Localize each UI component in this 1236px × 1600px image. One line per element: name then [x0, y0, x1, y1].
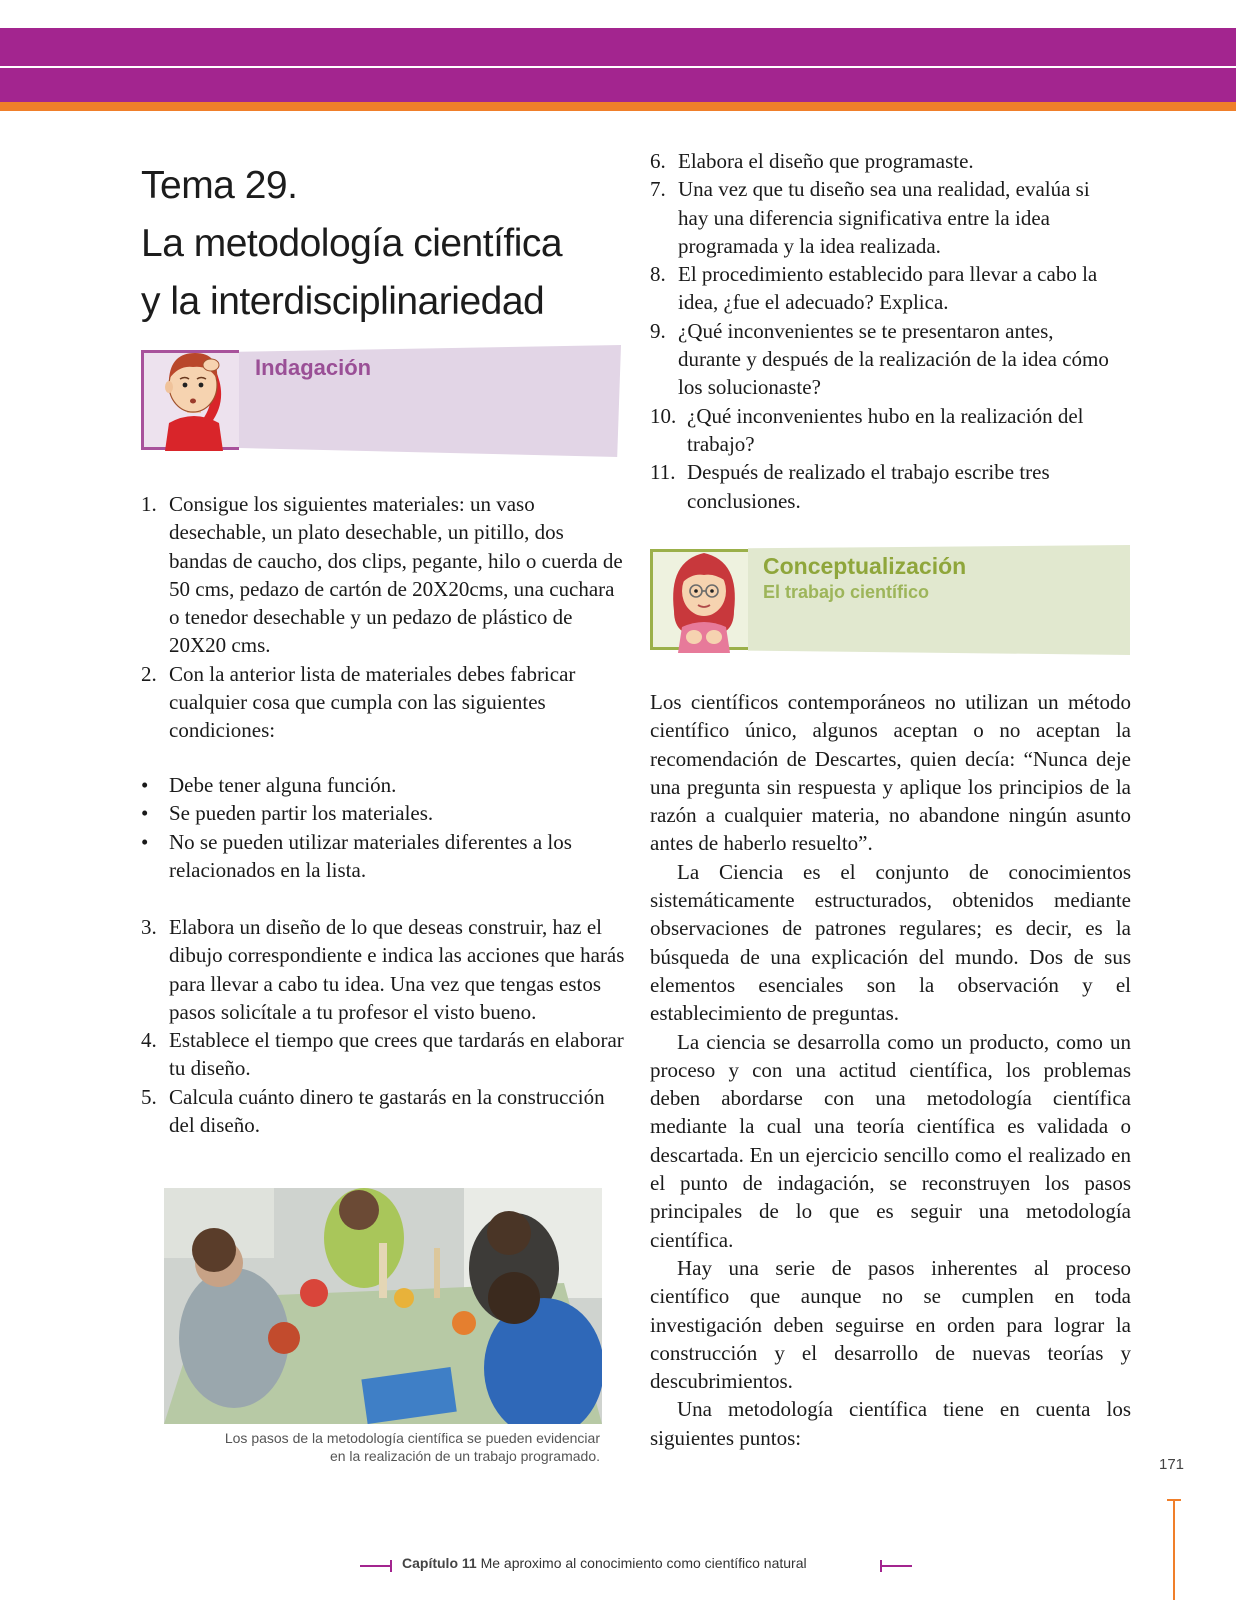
list-number: 7.: [650, 177, 666, 202]
list-text: Una vez que tu diseño sea una realidad, evalúa si hay una diferencia significativa entre la idea programada y la idea realizada.: [678, 177, 1090, 258]
list-text: Debe tener alguna función.: [169, 773, 397, 797]
conceptualizacion-box: [650, 545, 1130, 655]
page-marker-line: [1173, 1500, 1175, 1600]
conditions-bullets: [141, 771, 625, 884]
footer-chapter: Capítulo 11: [402, 1555, 477, 1571]
students-photo: [164, 1188, 602, 1424]
activity-list-part1: [141, 490, 625, 745]
indagacion-label: Indagación: [255, 355, 372, 380]
footer-tick-left: [390, 1560, 392, 1572]
list-text: Calcula cuánto dinero te gastarás en la construcción del diseño.: [169, 1084, 605, 1138]
list-number: 3.: [141, 915, 157, 939]
conceptualizacion-subtitle: El trabajo científico: [763, 582, 930, 602]
bullet-icon: •: [141, 829, 149, 854]
title-line: La metodología científica: [141, 222, 563, 265]
list-number: 4.: [141, 1028, 157, 1053]
list-item: [141, 771, 625, 799]
list-item: [141, 913, 625, 1026]
thinking-boy-illustration: [149, 339, 239, 451]
header-band-orange: [0, 102, 1236, 111]
bullet-icon: •: [141, 773, 149, 797]
footer-rule-right: [882, 1565, 912, 1567]
list-number: 9.: [650, 318, 666, 343]
list-text: Con la anterior lista de materiales debes fabricar cualquier cosa que cumpla con las siguientes condiciones:: [169, 661, 576, 743]
paragraph: Los científicos contemporáneos no utilizan un método científico único, algunos aceptan o no aceptan la recomendación de Descartes, quien decía: “Nunca deje una pregunta sin respuesta y aplique los principios de la razón a cualquier materia, no abandone ningún asunto antes de haberlo resuelto”.: [650, 690, 1131, 856]
list-text: ¿Qué inconvenientes hubo en la realización del trabajo?: [687, 403, 1084, 456]
page-number: 171: [1159, 1456, 1185, 1473]
list-text: Se pueden partir los materiales.: [169, 801, 434, 826]
list-item: [141, 799, 625, 827]
conceptualizacion-label: Conceptualización: [763, 553, 967, 579]
list-text: Consigue los siguientes materiales: un vaso desechable, un plato desechable, un pitillo, dos bandas de caucho, dos clips, pegante, hilo o cuerda de 50 cms, pedazo de cartón de 20X20cms, una cuchara o tenedor desechable y un pedazo de plástico de 20X20 cms.: [169, 492, 623, 658]
footer-rule-left: [360, 1565, 390, 1567]
girl-with-glasses-illustration: [660, 541, 748, 653]
header-band-middle: [0, 68, 1236, 102]
list-text: Elabora un diseño de lo que deseas construir, haz el dibujo correspondiente e indica las acciones que harás para llevar a cabo tu idea. Una vez que tengas estos pasos solicítale a tu profesor el visto bueno.: [169, 915, 625, 1024]
header-band-top: [0, 28, 1236, 66]
list-item: [650, 147, 1120, 175]
title-line: Tema 29.: [141, 164, 298, 207]
students-working-photo: [164, 1188, 602, 1424]
list-number: 2.: [141, 661, 157, 686]
paragraph: La ciencia se desarrolla como un producto, como un proceso y con una actitud científica, los problemas deben abordarse con una metodología científica mediante la cual una teoría científica es validada o descartada. En un ejercicio sencillo como el realizado en el punto de indagación, se reconstruyen los pasos principales de lo que es seguir una metodología científica.: [650, 1029, 1131, 1252]
paragraph: La Ciencia es el conjunto de conocimientos sistemáticamente estructurados, obtenidos mediante observaciones de patrones regulares; es decir, es la búsqueda de una explicación del mundo. Dos de sus elementos esenciales son la observación y el establecimiento de preguntas.: [650, 859, 1131, 1026]
paragraph: Una metodología científica tiene en cuenta los siguientes puntos:: [650, 1397, 1131, 1450]
list-text: Elabora el diseño que programaste.: [678, 149, 974, 173]
list-item: [650, 402, 1120, 459]
activity-list-part2: [141, 913, 625, 1139]
page-title: [141, 157, 621, 331]
list-item: [650, 317, 1120, 402]
list-item: [141, 660, 625, 745]
list-text: Después de realizado el trabajo escribe tres conclusiones.: [687, 460, 1050, 513]
indagacion-box: [141, 345, 621, 457]
title-line: y la interdisciplinariedad: [141, 280, 545, 323]
caption-line: en la realización de un trabajo programado.: [329, 1448, 600, 1464]
caption-line: Los pasos de la metodología científica se pueden evidenciar: [224, 1430, 600, 1446]
list-number: 10.: [650, 403, 677, 428]
list-item: [141, 828, 625, 885]
list-text: ¿Qué inconvenientes se te presentaron antes, durante y después de la realización de la idea cómo los solucionaste?: [678, 318, 1109, 400]
body-text: [650, 688, 1131, 1452]
list-item: [141, 1083, 625, 1140]
photo-caption: [160, 1429, 600, 1465]
footer-title: Me aproximo al conocimiento como científico natural: [480, 1555, 807, 1571]
list-item: [650, 175, 1120, 260]
list-text: No se pueden utilizar materiales diferentes a los relacionados en la lista.: [169, 829, 572, 882]
list-text: Establece el tiempo que crees que tardarás en elaborar tu diseño.: [169, 1028, 624, 1081]
list-text: El procedimiento establecido para llevar a cabo la idea, ¿fue el adecuado? Explica.: [678, 262, 1098, 315]
activity-list-part3: [650, 147, 1120, 515]
list-item: [650, 458, 1120, 515]
list-number: 1.: [141, 492, 157, 516]
list-item: [141, 1026, 625, 1083]
footer: [360, 1555, 920, 1579]
footer-text: [402, 1555, 807, 1571]
list-item: [650, 260, 1120, 317]
list-number: 8.: [650, 262, 666, 287]
list-item: [141, 490, 625, 660]
list-number: 5.: [141, 1084, 157, 1109]
list-number: 6.: [650, 149, 666, 173]
header-bands: [0, 0, 1236, 112]
list-number: 11.: [650, 460, 676, 485]
bullet-icon: •: [141, 801, 149, 826]
paragraph: Hay una serie de pasos inherentes al proceso científico que aunque no se cumplen en toda investigación deben seguirse en orden para lograr la construcción y el desarrollo de nuevas teorías y descubrimientos.: [650, 1255, 1131, 1394]
